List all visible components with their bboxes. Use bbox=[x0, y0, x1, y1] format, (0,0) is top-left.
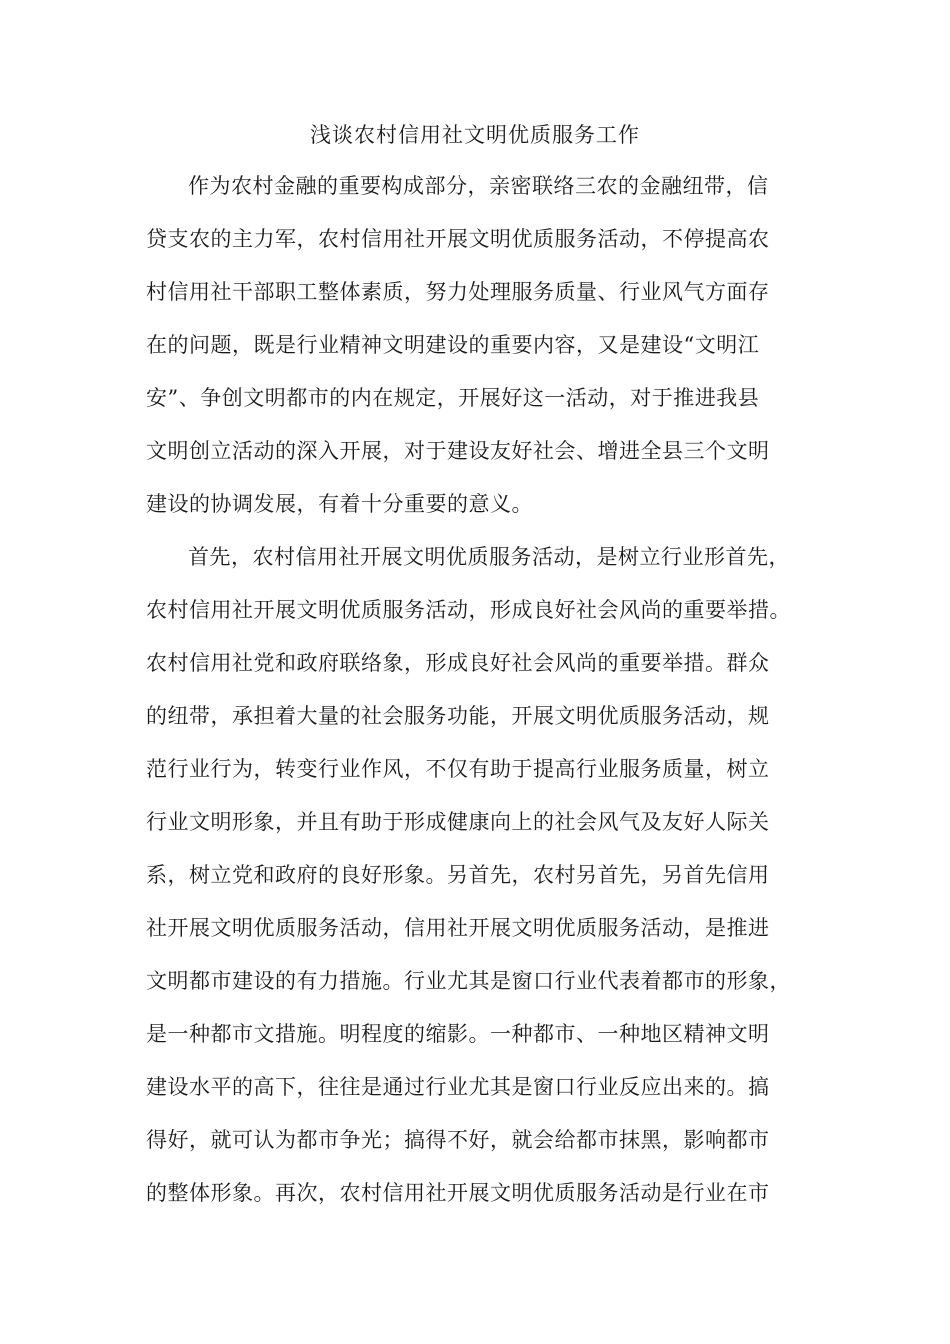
paragraph-line: 文明都市建设的有力措施。行业尤其是窗口行业代表着都市的形象， bbox=[146, 969, 791, 993]
paragraph-line: 行业文明形象，并且有助于形成健康向上的社会风气及友好人际关 bbox=[146, 810, 770, 834]
paragraph-line: 安”、争创文明都市的内在规定，开展好这一活动，对于推进我县 bbox=[146, 386, 760, 410]
paragraph-line: 村信用社干部职工整体素质，努力处理服务质量、行业风气方面存 bbox=[146, 280, 770, 304]
paragraph-line: 贷支农的主力军，农村信用社开展文明优质服务活动，不停提高农 bbox=[146, 227, 770, 251]
paragraph-line: 文明创立活动的深入开展，对于建设友好社会、增进全县三个文明 bbox=[146, 439, 770, 463]
document-title: 浅谈农村信用社文明优质服务工作 bbox=[310, 123, 640, 147]
paragraph-line: 的整体形象。再次，农村信用社开展文明优质服务活动是行业在市 bbox=[146, 1181, 770, 1205]
paragraph-line: 社开展文明优质服务活动，信用社开展文明优质服务活动，是推进 bbox=[146, 916, 770, 940]
paragraph-2 bbox=[146, 531, 826, 1220]
paragraph-line: 在的问题，既是行业精神文明建设的重要内容，又是建设“文明江 bbox=[146, 333, 760, 357]
paragraph-line: 建设水平的高下，往往是通过行业尤其是窗口行业反应出来的。搞 bbox=[146, 1075, 770, 1099]
paragraph-line: 系，树立党和政府的良好形象。另首先，农村另首先，另首先信用 bbox=[146, 863, 770, 887]
paragraph-line: 农村信用社党和政府联络象，形成良好社会风尚的重要举措。群众 bbox=[146, 651, 770, 675]
paragraph-line: 是一种都市文措施。明程度的缩影。一种都市、一种地区精神文明 bbox=[146, 1022, 770, 1046]
paragraph-line: 作为农村金融的重要构成部分，亲密联络三农的金融纽带，信 bbox=[188, 174, 769, 198]
paragraph-line: 的纽带，承担着大量的社会服务功能，开展文明优质服务活动，规 bbox=[146, 704, 770, 728]
paragraph-line: 农村信用社开展文明优质服务活动，形成良好社会风尚的重要举措。 bbox=[146, 598, 791, 622]
paragraph-line: 建设的协调发展，有着十分重要的意义。 bbox=[146, 492, 533, 516]
paragraph-1 bbox=[146, 160, 826, 531]
paragraph-line: 首先，农村信用社开展文明优质服务活动，是树立行业形首先， bbox=[188, 545, 790, 569]
paragraph-line: 范行业行为，转变行业作风，不仅有助于提高行业服务质量，树立 bbox=[146, 757, 770, 781]
paragraph-line: 得好，就可认为都市争光；搞得不好，就会给都市抹黑，影响都市 bbox=[146, 1128, 770, 1152]
